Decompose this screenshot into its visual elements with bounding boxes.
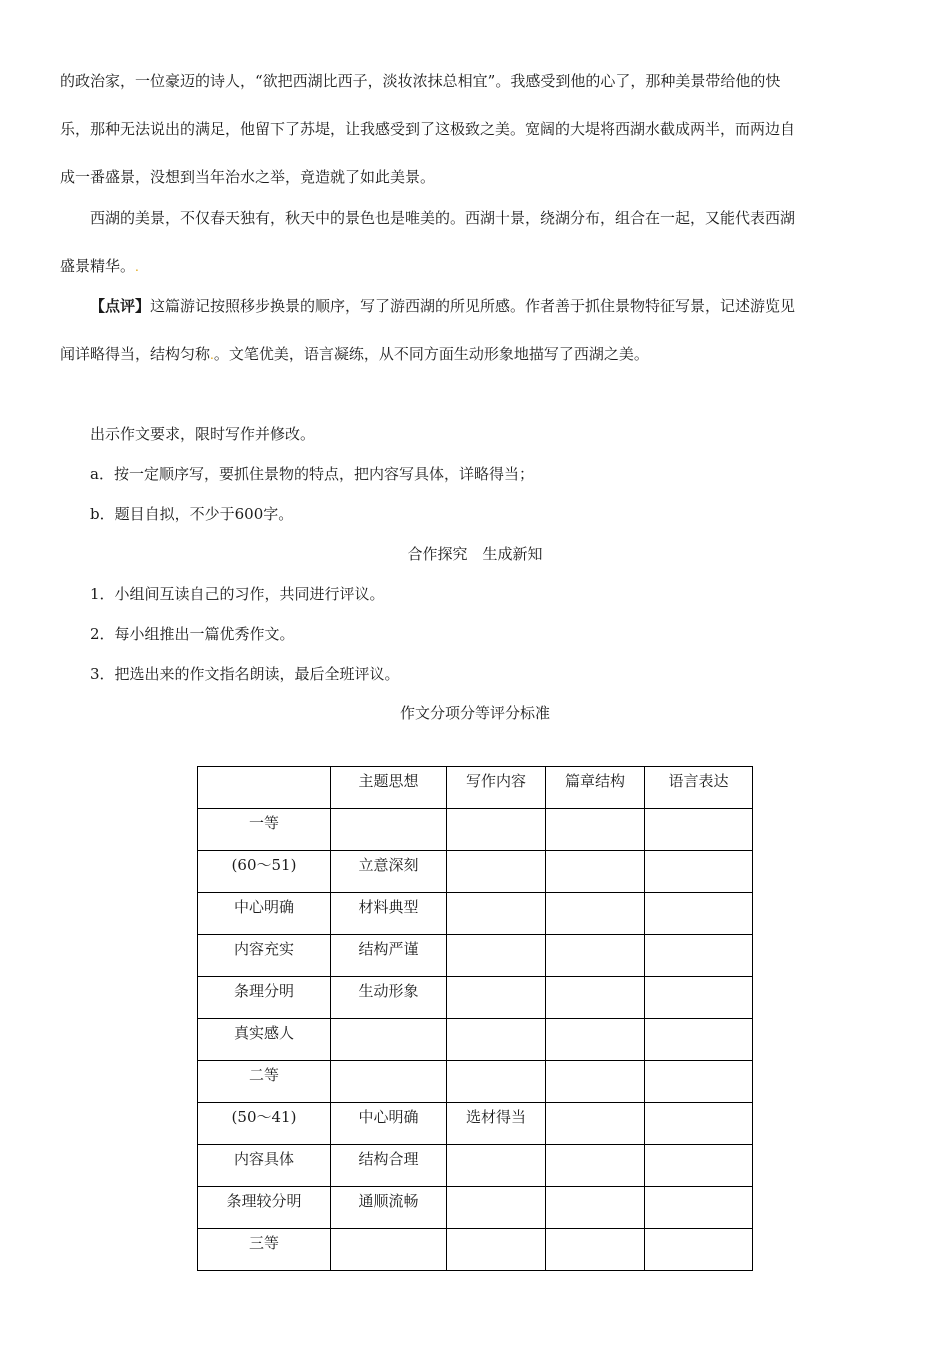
table-cell	[546, 1103, 645, 1145]
table-cell	[447, 935, 546, 977]
table-cell	[447, 1145, 546, 1187]
header-cell: 语言表达	[645, 767, 753, 809]
task-intro: 出示作文要求，限时写作并修改。	[90, 425, 316, 443]
table-cell: 三等	[198, 1229, 331, 1271]
table-cell: 条理分明	[198, 977, 331, 1019]
table-cell: 选材得当	[447, 1103, 546, 1145]
essay-line-1: 的政治家，一位豪迈的诗人，“欲把西湖比西子，淡妆浓抹总相宜”。我感受到他的心了，那种美景带给他的快	[60, 72, 781, 90]
table-cell	[645, 977, 753, 1019]
header-cell: 篇章结构	[546, 767, 645, 809]
essay-line-5-text: 盛景精华。	[60, 257, 136, 275]
table-cell	[331, 1229, 447, 1271]
table-cell: 中心明确	[198, 893, 331, 935]
table-cell: 通顺流畅	[331, 1187, 447, 1229]
decorative-dot: .	[135, 260, 139, 274]
table-cell: 生动形象	[331, 977, 447, 1019]
comment-text-2b: 。文笔优美，语言凝练，从不同方面生动形象地描写了西湖之美。	[213, 345, 649, 363]
task-requirement-b: b．题目自拟，不少于600字。	[90, 505, 294, 523]
header-cell: 写作内容	[447, 767, 546, 809]
comment-label: 【点评】	[90, 297, 151, 315]
table-row	[198, 809, 753, 851]
table-cell	[447, 1019, 546, 1061]
table-cell	[546, 935, 645, 977]
table-cell	[645, 893, 753, 935]
table-cell: 中心明确	[331, 1103, 447, 1145]
table-row	[198, 851, 753, 893]
table-row	[198, 1145, 753, 1187]
table-cell: 内容充实	[198, 935, 331, 977]
table-row	[198, 1103, 753, 1145]
table-cell	[447, 809, 546, 851]
table-cell	[546, 977, 645, 1019]
table-cell	[645, 1229, 753, 1271]
table-title: 作文分项分等评分标准	[399, 704, 550, 722]
table-cell	[331, 809, 447, 851]
table-row	[198, 977, 753, 1019]
essay-line-4: 西湖的美景，不仅春天独有，秋天中的景色也是唯美的。西湖十景，绕湖分布，组合在一起，又能代表西湖	[90, 209, 796, 227]
essay-line-2: 乐，那种无法说出的满足，他留下了苏堤，让我感受到了这极致之美。宽阔的大堤将西湖水截成两半，而两边自	[60, 120, 796, 138]
table-cell	[645, 851, 753, 893]
table-cell: 二等	[198, 1061, 331, 1103]
table-cell	[546, 1145, 645, 1187]
table-cell: 条理较分明	[198, 1187, 331, 1229]
table-cell	[645, 1187, 753, 1229]
step-3: 3．把选出来的作文指名朗读，最后全班评议。	[90, 665, 400, 683]
table-row	[198, 1229, 753, 1271]
table-cell: (50～41)	[198, 1103, 331, 1145]
table-cell: 材料典型	[331, 893, 447, 935]
table-cell	[331, 1061, 447, 1103]
comment-text-2a: 闻详略得当，结构匀称	[60, 345, 211, 363]
table-cell: 真实感人	[198, 1019, 331, 1061]
table-cell	[546, 809, 645, 851]
table-cell	[447, 851, 546, 893]
table-cell	[546, 1187, 645, 1229]
essay-line-3: 成一番盛景，没想到当年治水之举，竟造就了如此美景。	[60, 168, 436, 186]
comment-line-1	[90, 296, 795, 316]
essay-line-5	[60, 256, 139, 277]
table-cell: 一等	[198, 809, 331, 851]
header-cell: 主题思想	[331, 767, 447, 809]
table-row	[198, 1019, 753, 1061]
table-cell	[645, 935, 753, 977]
table-cell: 内容具体	[198, 1145, 331, 1187]
table-cell	[645, 1061, 753, 1103]
table-row	[198, 1061, 753, 1103]
table-cell	[645, 809, 753, 851]
table-cell	[447, 1229, 546, 1271]
table-cell: 结构合理	[331, 1145, 447, 1187]
step-1: 1．小组间互读自己的习作，共同进行评议。	[90, 585, 385, 603]
table-cell: (60～51)	[198, 851, 331, 893]
table-cell	[447, 1187, 546, 1229]
decorative-dot: .	[210, 348, 214, 362]
table-cell	[546, 1061, 645, 1103]
section-heading: 合作探究 生成新知	[407, 545, 543, 563]
task-requirement-a: a．按一定顺序写，要抓住景物的特点，把内容写具体，详略得当；	[90, 465, 534, 483]
comment-text-1: 这篇游记按照移步换景的顺序，写了游西湖的所见所感。作者善于抓住景物特征写景，记述游览见	[150, 297, 796, 315]
header-cell	[198, 767, 331, 809]
table-row	[198, 893, 753, 935]
table-cell	[546, 851, 645, 893]
table-header-row	[198, 767, 753, 809]
table-cell	[546, 1019, 645, 1061]
table-row	[198, 1187, 753, 1229]
table-cell	[645, 1019, 753, 1061]
table-cell	[447, 977, 546, 1019]
table-cell	[645, 1103, 753, 1145]
table-cell	[447, 893, 546, 935]
table-cell	[645, 1145, 753, 1187]
table-cell: 结构严谨	[331, 935, 447, 977]
table-row	[198, 935, 753, 977]
table-cell	[447, 1061, 546, 1103]
table-cell	[546, 1229, 645, 1271]
table-cell	[331, 1019, 447, 1061]
step-2: 2．每小组推出一篇优秀作文。	[90, 625, 295, 643]
table-cell	[546, 893, 645, 935]
comment-line-2	[60, 344, 649, 365]
table-cell: 立意深刻	[331, 851, 447, 893]
grading-table	[197, 766, 753, 1271]
